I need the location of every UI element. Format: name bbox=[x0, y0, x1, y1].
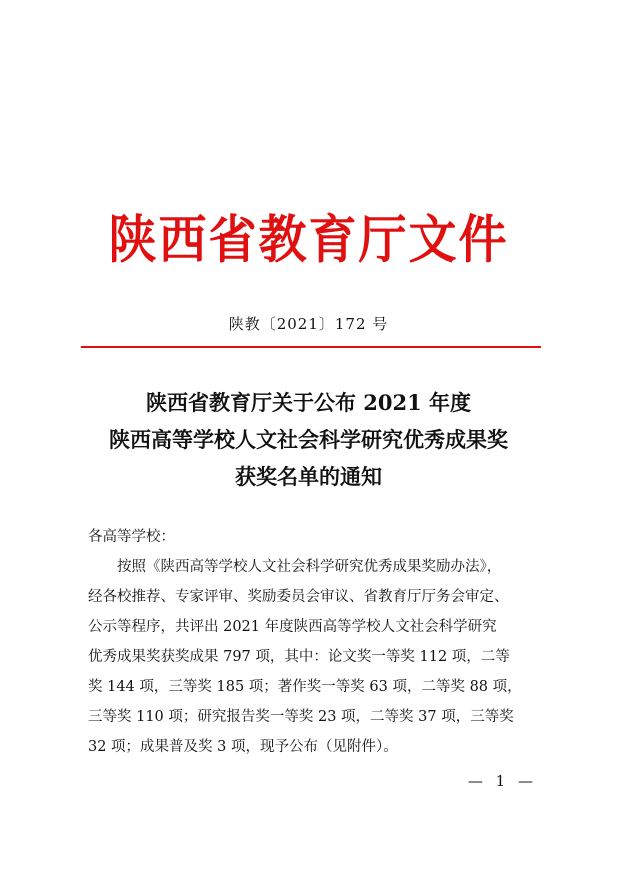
document-body bbox=[88, 522, 548, 762]
paragraph-line: 优秀成果奖获奖成果 797 项，其中：论文奖一等奖 112 项，二等 bbox=[88, 649, 510, 665]
salutation: 各高等学校： bbox=[88, 529, 175, 545]
red-divider-line bbox=[81, 346, 541, 348]
paragraph-line: 三等奖 110 项；研究报告奖一等奖 23 项，二等奖 37 项，三等奖 bbox=[88, 709, 514, 725]
paragraph-line: 公示等程序，共评出 2021 年度陕西高等学校人文社会科学研究 bbox=[88, 619, 497, 635]
document-number: 陕教〔2021〕172 号 bbox=[228, 315, 389, 333]
page-number: — 1 — bbox=[467, 772, 537, 790]
title-line: 获奖名单的通知 bbox=[235, 464, 382, 489]
paragraph-line: 经各校推荐、专家评审、奖励委员会审议、省教育厅厅务会审定、 bbox=[88, 589, 509, 605]
paragraph-line: 奖 144 项，三等奖 185 项；著作奖一等奖 63 项，二等奖 88 项， bbox=[88, 679, 522, 695]
title-line: 陕西省教育厅关于公布 2021 年度 bbox=[145, 390, 472, 415]
paragraph-line: 32 项；成果普及奖 3 项，现予公布（见附件）。 bbox=[88, 739, 398, 755]
body-paragraph bbox=[88, 552, 548, 762]
paragraph-line: 按照《陕西高等学校人文社会科学研究优秀成果奖励办法》， bbox=[117, 559, 502, 575]
document-title bbox=[0, 384, 617, 495]
title-line: 陕西高等学校人文社会科学研究优秀成果奖 bbox=[109, 427, 508, 452]
document-issuer-header: 陕西省教育厅文件 bbox=[108, 209, 509, 271]
